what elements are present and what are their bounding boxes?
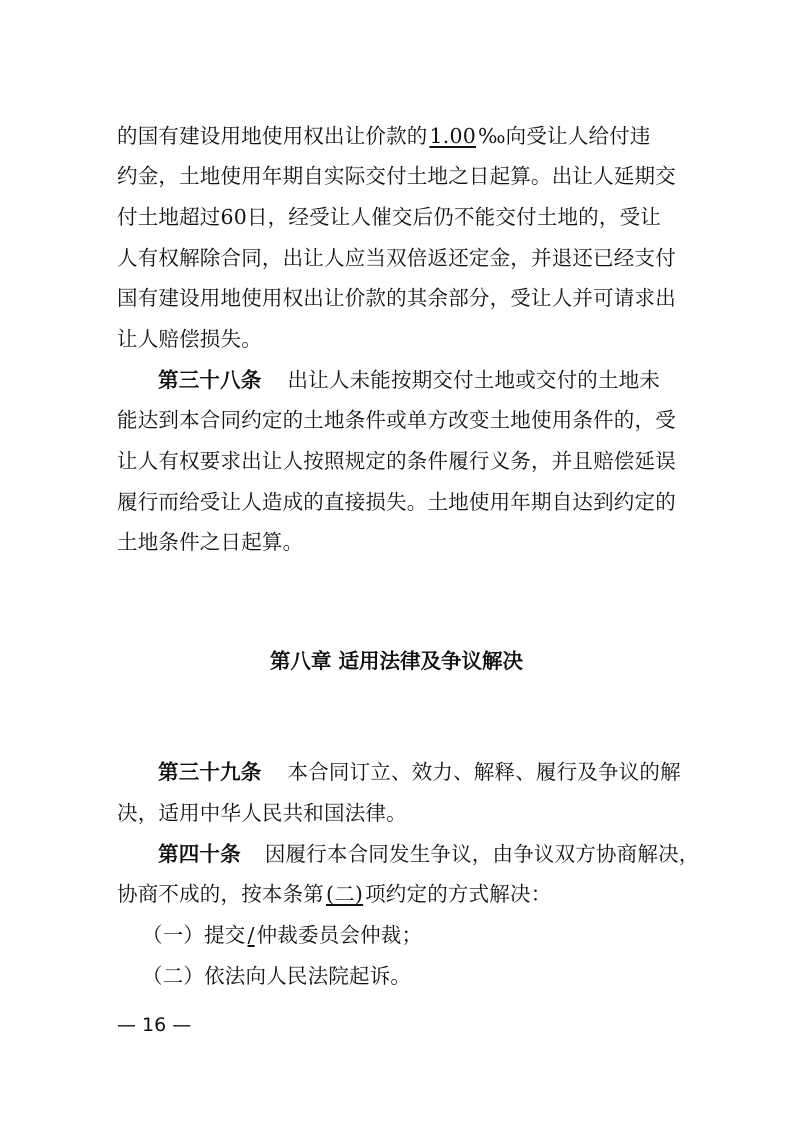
text-line (117, 122, 651, 150)
text-segment: 的国有建设用地使用权出让价款的 (117, 124, 428, 148)
text-line: 决，适用中华人民共和国法律。 (117, 801, 407, 825)
dispute-option-value: (二) (326, 882, 364, 906)
text-segment: 协商不成的，按本条第 (117, 882, 324, 906)
penalty-rate-value: 1.00 (429, 124, 476, 148)
text-line: 能达到本合同约定的土地条件或单方改变土地使用条件的，受 (117, 408, 676, 432)
text-segment: （一）提交 (142, 923, 246, 947)
article-40-first-line (158, 840, 700, 868)
text-line: 土地条件之日起算。 (117, 530, 304, 554)
text-segment: 因履行本合同发生争议，由争议双方协商解决， (264, 842, 700, 866)
option-2: （二）依法向人民法院起诉。 (142, 964, 412, 988)
text-segment: ‰向受让人给付违 (477, 124, 651, 148)
text-line: 国有建设用地使用权出让价款的其余部分，受让人并可请求出 (117, 286, 676, 310)
text-segment: 项约定的方式解决： (365, 882, 552, 906)
text-segment: 出让人未能按期交付土地或交付的土地未 (287, 368, 661, 392)
arbitration-committee-value: / (247, 923, 255, 947)
text-line: 约金，土地使用年期自实际交付土地之日起算。出让人延期交 (117, 164, 676, 188)
option-1 (142, 921, 422, 949)
article-39-first-line (158, 758, 681, 786)
page-number: — 16 — (117, 1014, 192, 1036)
article-38-label: 第三十八条 (158, 368, 262, 392)
text-line (117, 880, 551, 908)
text-segment: 仲裁委员会仲裁； (256, 923, 423, 947)
article-38-first-line (158, 366, 660, 394)
article-40-label: 第四十条 (158, 842, 241, 866)
text-line: 履行而给受让人造成的直接损失。土地使用年期自达到约定的 (117, 490, 676, 514)
chapter-heading: 第八章 适用法律及争议解决 (269, 649, 524, 673)
text-line: 让人有权要求出让人按照规定的条件履行义务，并且赔偿延误 (117, 449, 676, 473)
text-line: 付土地超过60日，经受让人催交后仍不能交付土地的，受让 (117, 205, 661, 229)
text-line: 让人赔偿损失。 (117, 327, 262, 351)
text-line: 人有权解除合同，出让人应当双倍返还定金，并退还已经支付 (117, 246, 676, 270)
text-segment: 本合同订立、效力、解释、履行及争议的解 (287, 760, 681, 784)
article-39-label: 第三十九条 (158, 760, 262, 784)
